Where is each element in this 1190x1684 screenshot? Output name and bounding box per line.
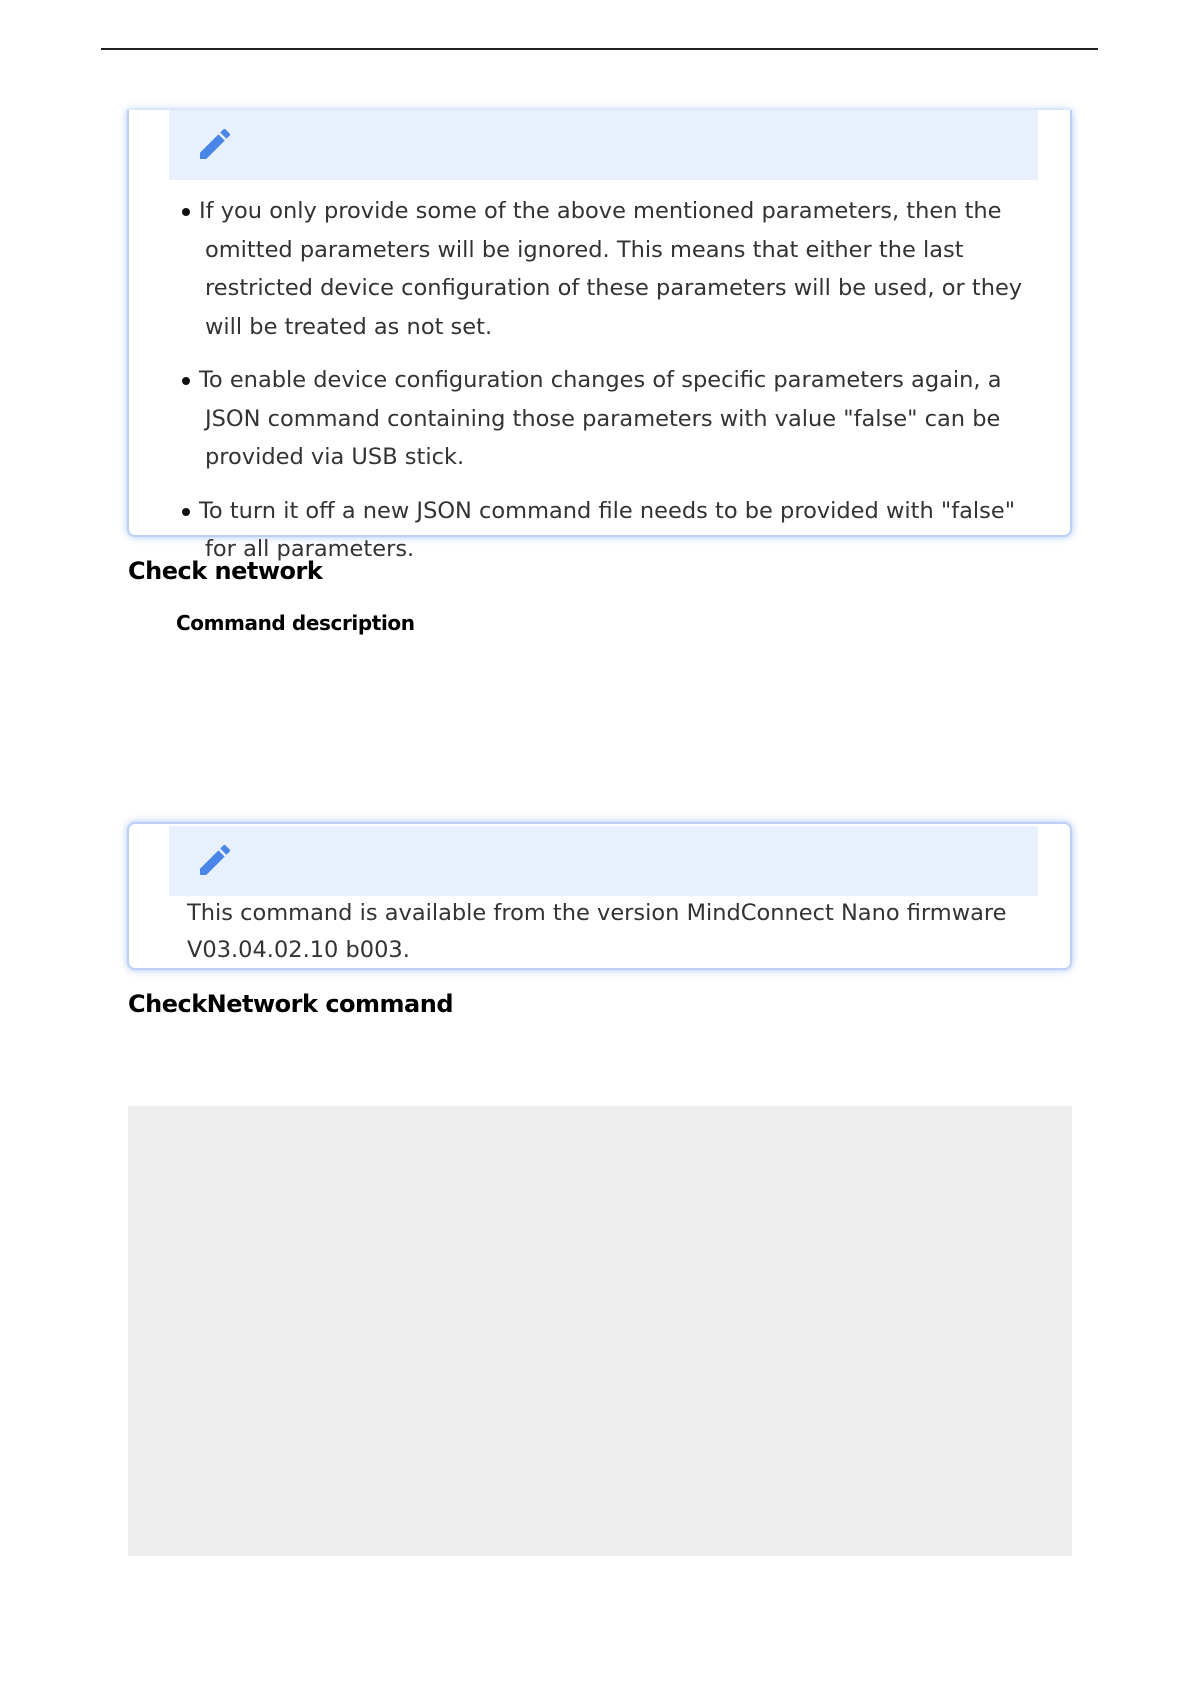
subheading-command-description: Command description bbox=[176, 611, 415, 635]
note-bullet-list bbox=[181, 192, 1053, 584]
pencil-icon bbox=[195, 124, 235, 164]
note-header bbox=[169, 110, 1038, 180]
section-heading-checknetwork-command: CheckNetwork command bbox=[128, 990, 454, 1018]
note-box-parameters bbox=[127, 110, 1072, 562]
note-text: This command is available from the version MindConnect Nano firmware V03.04.02.10 b003. bbox=[187, 900, 1007, 963]
note-box-firmware bbox=[127, 822, 1072, 970]
list-item: To turn it off a new JSON command file needs to be provided with "false" for all parameters. bbox=[181, 492, 1053, 569]
list-item: To enable device configuration changes of specific parameters again, a JSON command containing those parameters with value "false" can be provided via USB stick. bbox=[181, 361, 1053, 477]
note-header bbox=[169, 826, 1038, 896]
code-block bbox=[128, 1106, 1072, 1556]
section-heading-check-network: Check network bbox=[128, 557, 323, 585]
list-item: If you only provide some of the above mentioned parameters, then the omitted parameters will be ignored. This means that either the last restricted device configuration of these parameters will be used, or they will be treated as not set. bbox=[181, 192, 1053, 346]
pencil-icon bbox=[195, 840, 235, 880]
page-top-rule bbox=[101, 48, 1098, 50]
